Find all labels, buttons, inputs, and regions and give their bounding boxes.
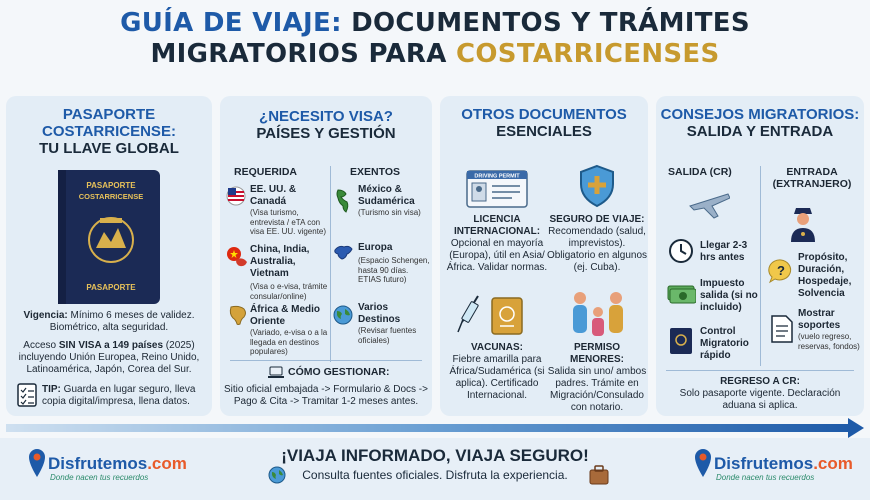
passport-cover-top: PASAPORTE	[86, 181, 136, 190]
exempt-item-detail: (Espacio Schengen, hasta 90 días. ETIAS futuro)	[358, 256, 430, 284]
driving-permit-label: DRIVING PERMIT	[474, 173, 520, 180]
return-divider	[666, 370, 854, 371]
passport-tip: TIP: Guarda en lugar seguro, lleva copia digital/impresa, llena datos.	[42, 384, 196, 407]
visa-col-exempt: EXENTOS	[350, 166, 400, 178]
laptop-icon	[268, 364, 284, 380]
passport-cover-bottom: PASAPORTE	[86, 283, 136, 292]
exit-item: Llegar 2-3 hrs antes	[700, 240, 748, 263]
visa-how-label: CÓMO GESTIONAR:	[288, 366, 390, 378]
entry-column-label: ENTRADA (EXTRANJERO)	[772, 166, 852, 190]
brand-name: Disfrutemos.com	[48, 454, 187, 473]
question-bubble-icon	[768, 258, 794, 284]
exempt-item-name: México & Sudamérica	[358, 184, 415, 207]
minors-block: PERMISO MENORES: Salida sin uno/ ambos padres. Trámite en Migración/Consulado con notario.	[547, 342, 647, 413]
visa-panel	[220, 96, 432, 416]
title-gold: COSTARRICENSES	[456, 39, 720, 69]
exit-item: Impuesto salida (si no incluido)	[700, 278, 758, 313]
exit-column-label: SALIDA (CR)	[668, 166, 732, 178]
exempt-item-name: Varios Destinos	[358, 302, 401, 325]
checklist-icon	[16, 382, 38, 408]
brand-tagline: Donde nacen tus recuerdos	[716, 473, 815, 482]
usa-flag-icon	[226, 186, 246, 206]
visa-how-divider	[230, 360, 422, 361]
documents-panel	[440, 96, 648, 416]
vaccine-certificate-icon	[490, 296, 524, 336]
visa-heading: ¿NECESITO VISA? PAÍSES Y GESTIÓN	[256, 108, 396, 142]
visa-how-text: Sitio oficial embajada -> Formulario & Docs -> Pago & Cita -> Tramitar 1-2 meses antes.	[224, 384, 428, 407]
title-line1: DOCUMENTOS Y TRÁMITES	[351, 8, 750, 38]
migration-tips-panel	[656, 96, 864, 416]
required-item-detail: (Visa o e-visa, trámite consular/online)	[250, 282, 328, 301]
europe-map-icon	[332, 242, 354, 264]
return-block: REGRESO A CR: Solo pasaporte vigente. Declaración aduana si aplica.	[679, 376, 841, 411]
exempt-item-name: Europa	[358, 242, 393, 253]
shield-icon	[578, 164, 616, 208]
airplane-icon	[688, 188, 730, 220]
page-title	[0, 8, 870, 70]
passport-cover-icon	[56, 168, 162, 306]
globe-icon	[332, 304, 354, 326]
exit-item: Control Migratorio rápido	[700, 326, 749, 361]
document-icon	[770, 314, 794, 344]
footer-subslogan: Consulta fuentes oficiales. Disfruta la experiencia.	[302, 468, 568, 482]
required-item-detail: (Visa turismo, entrevista / eTA con visa EE. UU. vigente)	[250, 208, 327, 236]
license-block: LICENCIA INTERNACIONAL: Opcional en mayoría (Europa), útil en Asia/África. Validar normas.	[446, 214, 548, 273]
exempt-item-detail: (Revisar fuentes oficiales)	[358, 326, 417, 345]
title-highlight: GUÍA DE VIAJE:	[120, 8, 342, 38]
title-line2: MIGRATORIOS PARA	[150, 39, 447, 69]
required-item-detail: (Variado, e-visa o a la llegada en destinos populares)	[250, 328, 328, 356]
svg-text:?: ?	[777, 263, 785, 278]
entry-item-name: Propósito, Duración, Hospedaje, Solvencia	[798, 252, 852, 299]
africa-map-icon	[226, 304, 248, 326]
tips-column-divider	[760, 166, 761, 366]
brand-tagline: Donde nacen tus recuerdos	[50, 473, 149, 482]
passport-panel	[6, 96, 212, 416]
visa-col-required: REQUERIDA	[234, 166, 298, 178]
required-item-name: EE. UU. & Canadá	[250, 184, 297, 207]
suitcase-icon	[588, 464, 610, 486]
insurance-block: SEGURO DE VIAJE: Recomendado (salud, imprevistos). Obligatorio en algunos (ej. Cuba).	[546, 214, 648, 273]
brand-name: Disfrutemos.com	[714, 454, 853, 473]
brand-logo-left[interactable]	[28, 446, 198, 486]
money-icon	[666, 282, 696, 304]
timeline-arrow-head	[848, 418, 864, 438]
passport-icon	[668, 326, 694, 356]
location-pin-icon	[694, 448, 712, 478]
required-item-name: África & Medio Oriente	[250, 304, 321, 327]
entry-item-name: Mostrar soportes	[798, 308, 841, 331]
passport-cover-mid: COSTARRICENSE	[78, 192, 144, 201]
visa-column-divider	[330, 166, 331, 362]
exempt-item-detail: (Turismo sin visa)	[358, 208, 421, 217]
location-pin-icon	[28, 448, 46, 478]
brand-logo-right[interactable]	[694, 446, 864, 486]
passport-validity: Vigencia: Mínimo 6 meses de validez. Biométrico, alta seguridad.	[23, 310, 195, 333]
driving-permit-icon	[466, 170, 528, 208]
entry-item-detail: (vuelo regreso, reservas, fondos)	[798, 332, 860, 351]
clock-icon	[668, 238, 694, 264]
passport-heading: PASAPORTE COSTARRICENSE: TU LLAVE GLOBAL	[39, 106, 179, 157]
documents-heading: OTROS DOCUMENTOS ESENCIALES	[461, 106, 627, 140]
americas-map-icon	[334, 188, 354, 214]
vaccine-block: VACUNAS: Fiebre amarilla para África/Sudamérica (si aplica). Certificado Internacional.	[449, 342, 545, 401]
migration-heading: CONSEJOS MIGRATORIOS: SALIDA Y ENTRADA	[660, 106, 860, 140]
china-australia-icon	[226, 246, 248, 268]
required-item-name: China, India, Australia, Vietnam	[250, 244, 310, 279]
family-icon	[568, 290, 628, 338]
footer-slogan: ¡VIAJA INFORMADO, VIAJA SEGURO!	[281, 446, 589, 465]
officer-icon	[788, 206, 818, 242]
syringe-icon	[456, 292, 484, 336]
timeline-arrow-bar	[6, 424, 852, 432]
passport-access: Acceso SIN VISA a 149 países (2025) incluyendo Unión Europea, Reino Unido, Latinoamérica, Japón, Corea del Sur.	[18, 340, 200, 375]
